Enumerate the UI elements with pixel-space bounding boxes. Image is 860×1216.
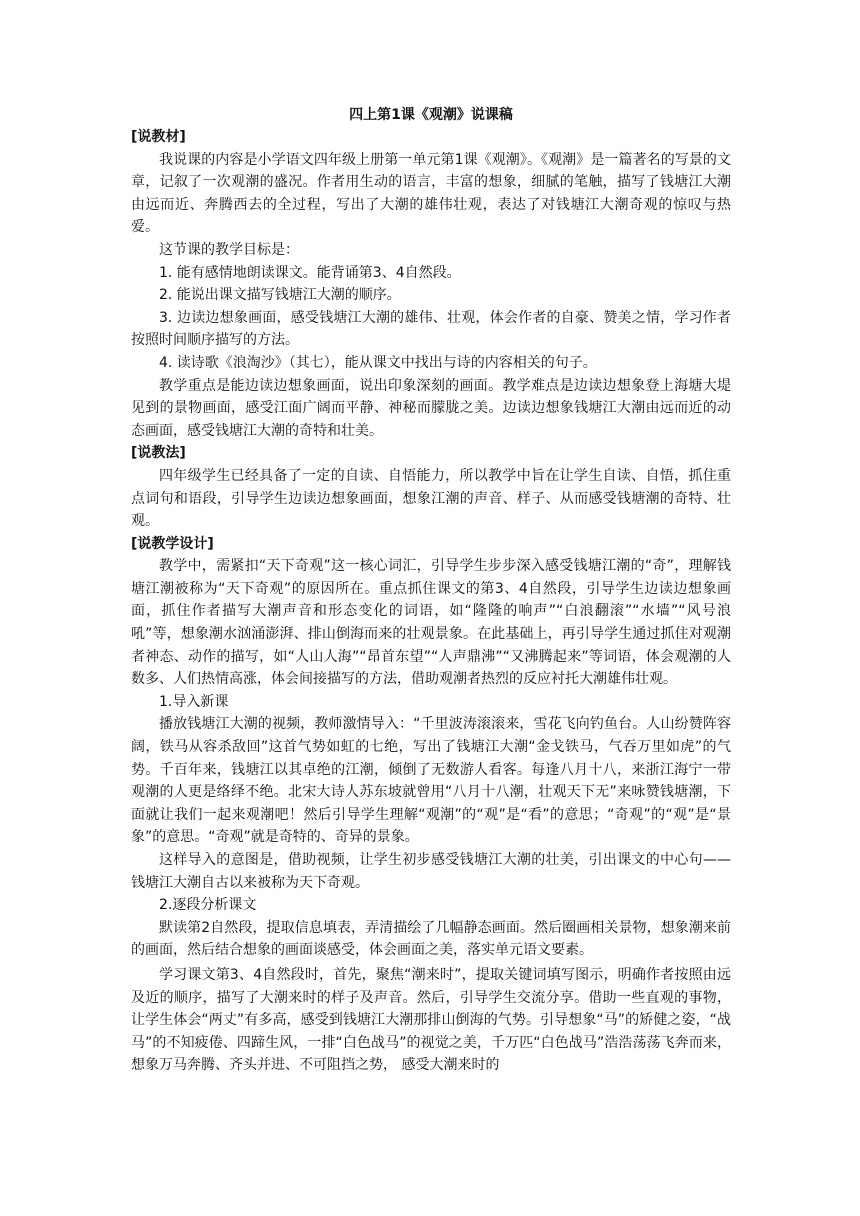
paragraph: 四年级学生已经具备了一定的自读、自悟能力，所以教学中旨在让学生自读、自悟，抓住重点词句和语段，引导学生边读边想象画面，想象江潮的声音、样子、从而感受钱塘潮的奇特、壮观。 [131,467,731,530]
paragraph: 播放钱塘江大潮的视频，教师激情导入：“千里波涛滚滚来，雪花飞向钓鱼台。人山纷赞阵容阔，铁马从容杀敌回”这首气势如虹的七绝，写出了钱塘江大潮“金戈铁马，气吞万里如虎”的气势。千百年来，钱塘江以其卓绝的江潮，倾倒了无数游人看客。每逢八月十八，来浙江海宁一带观潮的人更是络绎不绝。北宋大诗人苏东坡就曾用“八月十八潮，壮观天下无”来咏赞钱塘潮，下面就让我们一起来观潮吧！然后引导学生理解“观潮”的“观”是“看”的意思；“奇观”的“观”是“景象”的意思。“奇观”就是奇特的、奇异的景象。 [131,716,731,846]
document-title: 四上第1课《观潮》说课稿 [349,107,513,123]
paragraph: 2. 能说出课文描写钱塘江大潮的顺序。 [159,287,401,304]
document-page [131,104,731,1077]
paragraph: 这样导入的意图是，借助视频，让学生初步感受钱塘江大潮的壮美，引出课文的中心句——钱塘江大潮自古以来被称为天下奇观。 [131,852,731,891]
subsection-heading: 2.逐段分析课文 [159,897,257,914]
paragraph: 3. 边读边想象画面，感受钱塘江大潮的雄伟、壮观，体会作者的自豪、赞美之情，学习作者按照时间顺序描写的方法。 [131,309,731,349]
paragraph: 默读第2自然段，提取信息填表，弄清描绘了几幅静态画面。然后圈画相关景物，想象潮来前的画面，然后结合想象的画面谈感受，体会画面之美，落实单元语文要素。 [131,919,731,959]
paragraph: 4. 读诗歌《浪淘沙》（其七），能从课文中找出与诗的内容相关的句子。 [159,354,597,371]
section-heading: [说教材] [131,129,186,145]
section-heading: [说教法] [131,445,186,462]
section-textbook [131,126,731,442]
paragraph: 这节课的教学目标是： [159,241,299,258]
subsection-heading: 1.导入新课 [159,693,229,710]
paragraph: 教学中，需紧扣“天下奇观”这一核心词汇，引导学生步步深入感受钱塘江潮的“奇”，理解钱塘江潮被称为“天下奇观”的原因所在。重点抓住课文的第3、4自然段，引导学生边读边想象画面，抓住作者描写大潮声音和形态变化的词语，如“隆隆的响声”“白浪翻滚”“水墙”“风号浪吼”等，想象潮水汹涌澎湃、排山倒海而来的壮观景象。在此基础上，再引导学生通过抓住对观潮者神态、动作的描写，如“人山人海”“昂首东望”“人声鼎沸”“又沸腾起来”等词语，体会观潮的人数多、人们热情高涨，体会间接描写的方法，借助观潮者热烈的反应衬托大潮雄伟壮观。 [131,558,731,688]
paragraph: 1. 能有感情地朗读课文。能背诵第3、4自然段。 [159,264,461,281]
section-teaching-design [131,533,731,1077]
paragraph: 学习课文第3、4自然段时，首先，聚焦“潮来时”，提取关键词填写图示，明确作者按照由远及近的顺序，描写了大潮来时的样子及声音。然后，引导学生交流分享。借助一些直观的事物，让学生体会“两丈”有多高，感受到钱塘江大潮那排山倒海的气势。引导想象“马”的矫健之姿，“战马”的不知疲倦、四蹄生风，一排“白色战马”的视觉之美，千万匹“白色战马”浩浩荡荡飞奔而来，想象万马奔腾、齐头并进、不可阻挡之势， 感受大潮来时的 [131,966,731,1074]
section-teaching-method [131,442,731,532]
section-heading: [说教学设计] [131,535,214,552]
paragraph: 我说课的内容是小学语文四年级上册第一单元第1课《观潮》。《观潮》是一篇著名的写景的文章，记叙了一次观潮的盛况。作者用生动的语言，丰富的想象，细腻的笔触，描写了钱塘江大潮由远而近、奔腾西去的全过程，写出了大潮的雄伟壮观，表达了对钱塘江大潮奇观的惊叹与热爱。 [131,151,731,236]
paragraph: 教学重点是能边读边想象画面，说出印象深刻的画面。教学难点是边读边想象登上海塘大堤见到的景物画面，感受江面广阔而平静、神秘而朦胧之美。边读边想象钱塘江大潮由远而近的动态画面，感受钱塘江大潮的奇特和壮美。 [131,377,731,439]
